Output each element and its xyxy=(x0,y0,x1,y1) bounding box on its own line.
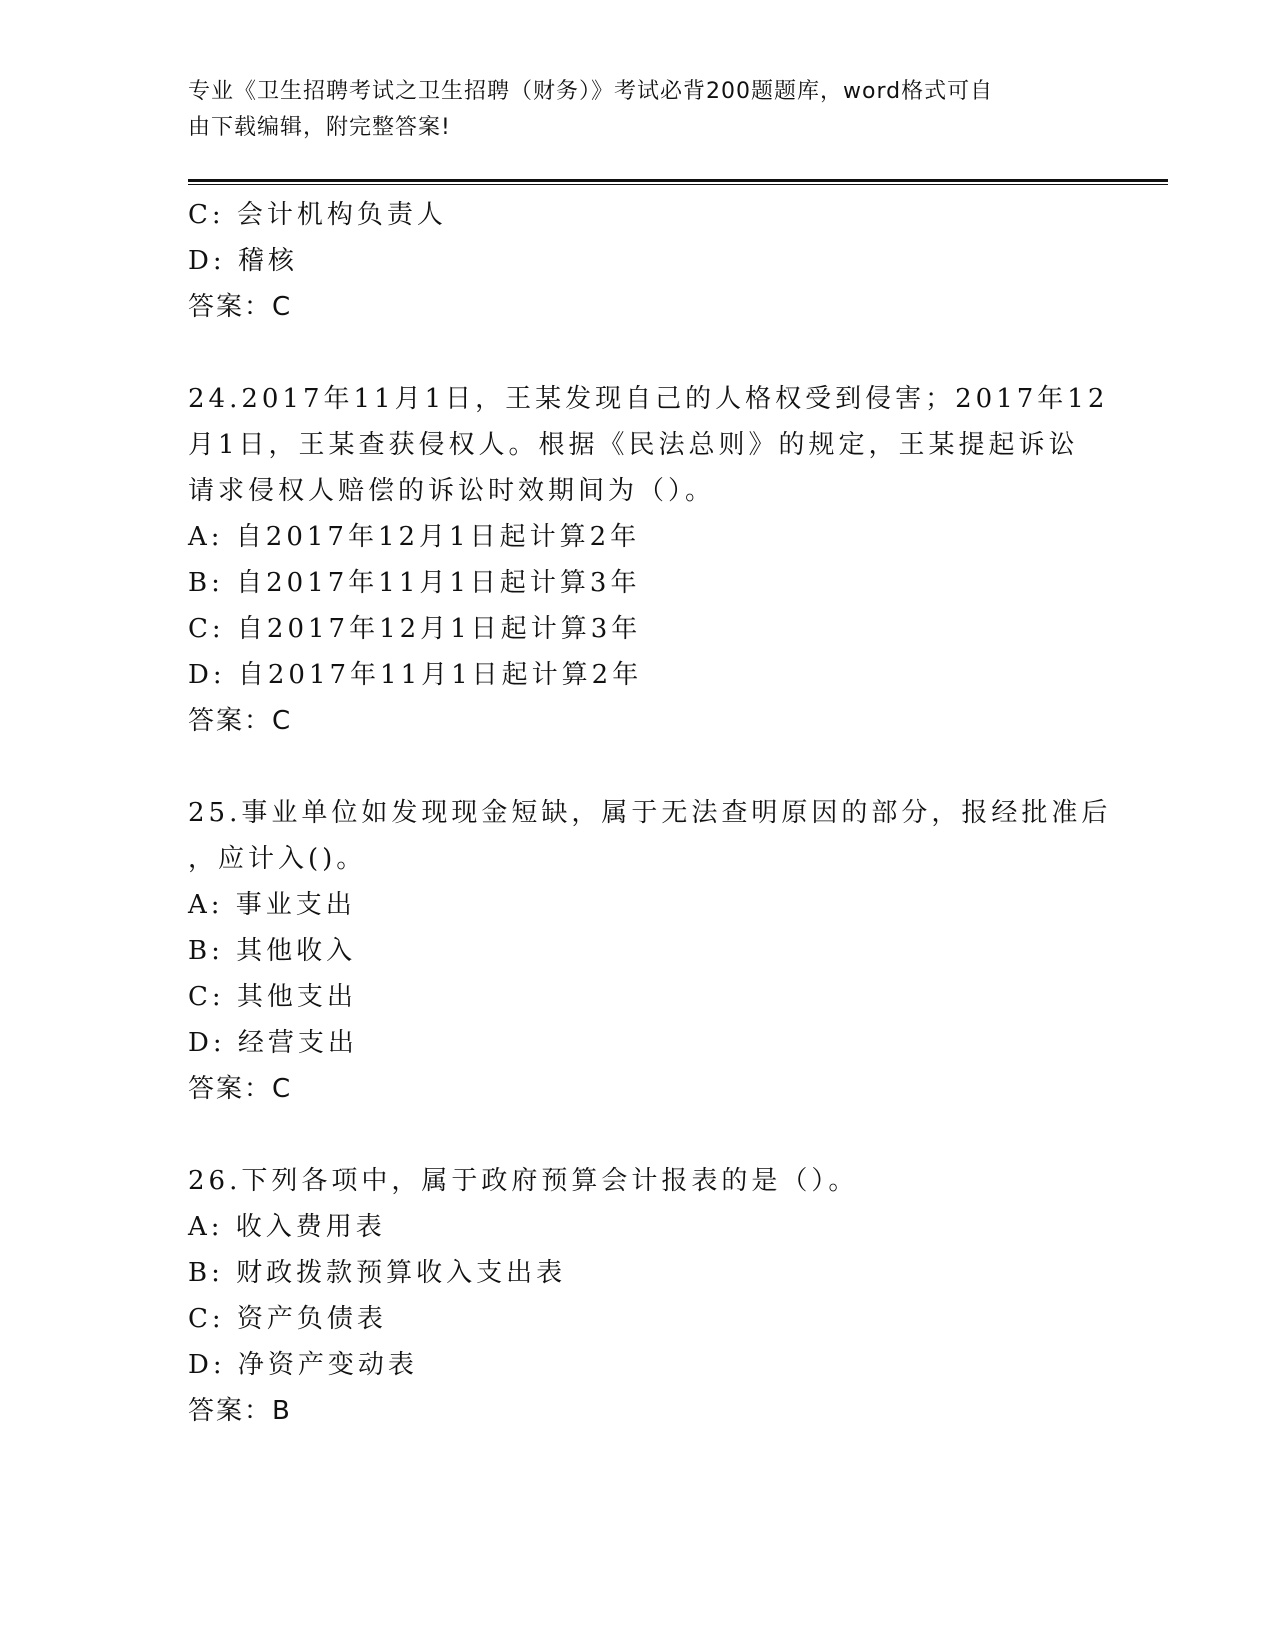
answer-line: 答案：C xyxy=(188,706,293,736)
option-c: C: 自2017年12月1日起计算3年 xyxy=(188,614,642,644)
option-c: C: 资产负债表 xyxy=(188,1304,387,1334)
question-25 xyxy=(188,790,1112,1112)
question-24 xyxy=(188,376,1109,744)
option-b: B: 自2017年11月1日起计算3年 xyxy=(188,568,641,598)
header-line-2: 由下载编辑，附完整答案! xyxy=(188,115,451,140)
spacer xyxy=(188,1112,1088,1158)
header-divider-thick xyxy=(188,179,1168,182)
answer-line: 答案：C xyxy=(188,1074,293,1104)
header-divider-thin xyxy=(188,184,1168,185)
question-23-tail xyxy=(188,192,1088,330)
question-stem-line: ，应计入()。 xyxy=(188,844,367,874)
option-a: A: 自2017年12月1日起计算2年 xyxy=(188,522,641,552)
question-stem-line: 月1日，王某查获侵权人。根据《民法总则》的规定，王某提起诉讼 xyxy=(188,430,1079,460)
question-stem-line: 26.下列各项中，属于政府预算会计报表的是（）。 xyxy=(188,1166,859,1196)
document-header xyxy=(188,74,1068,146)
option-b: B: 财政拨款预算收入支出表 xyxy=(188,1258,567,1288)
option-c: C: 其他支出 xyxy=(188,982,357,1012)
question-26 xyxy=(188,1158,1088,1434)
header-line-1: 专业《卫生招聘考试之卫生招聘（财务）》考试必背200题题库，word格式可自 xyxy=(188,79,994,104)
spacer xyxy=(188,744,1088,790)
option-a: A: 收入费用表 xyxy=(188,1212,386,1242)
question-stem-line: 24.2017年11月1日，王某发现自己的人格权受到侵害；2017年12 xyxy=(188,384,1109,414)
option-d: D: 自2017年11月1日起计算2年 xyxy=(188,660,643,690)
question-list xyxy=(188,192,1112,1434)
option-d: D: 稽核 xyxy=(188,246,298,276)
spacer xyxy=(188,330,1088,376)
answer-line: 答案：C xyxy=(188,292,293,322)
option-c: C: 会计机构负责人 xyxy=(188,200,447,230)
answer-line: 答案：B xyxy=(188,1396,292,1426)
option-a: A: 事业支出 xyxy=(188,890,356,920)
question-stem-line: 25.事业单位如发现现金短缺，属于无法查明原因的部分，报经批准后 xyxy=(188,798,1112,828)
option-d: D: 净资产变动表 xyxy=(188,1350,418,1380)
option-d: D: 经营支出 xyxy=(188,1028,358,1058)
option-b: B: 其他收入 xyxy=(188,936,357,966)
question-stem-line: 请求侵权人赔偿的诉讼时效期间为（）。 xyxy=(188,476,716,506)
